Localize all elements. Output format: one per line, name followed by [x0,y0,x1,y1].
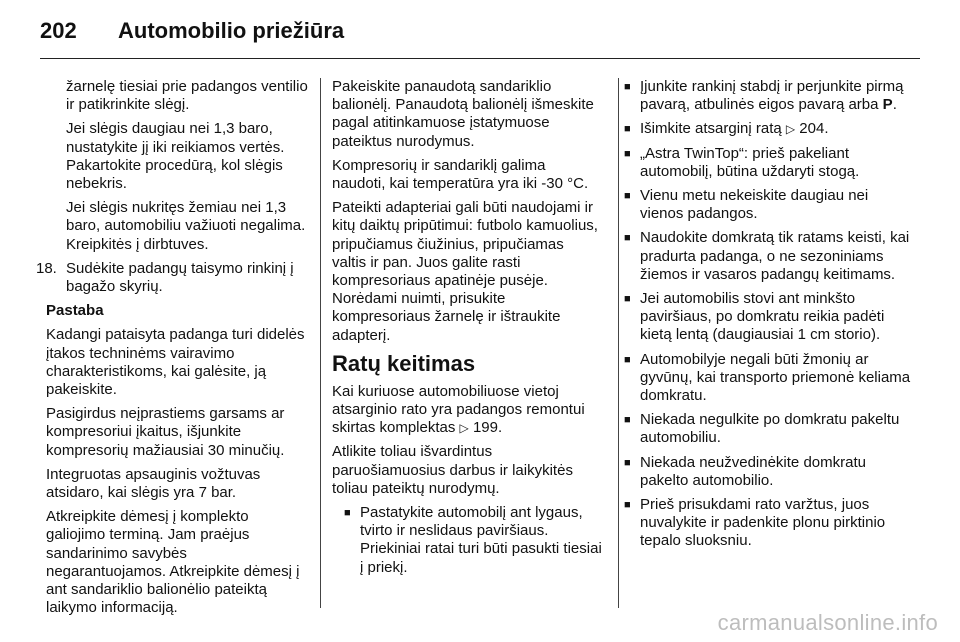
paragraph: Pateikti adapteriai gali būti naudojami ir kitų daiktų pripūtimui: futbolo kamuolius, pripučiamus čiužinius, pripučiamas valtis ir pan. Juos galite rasti kompresoriaus apatinėje pusėje. Norėdami nuimti, prisukite kompresoriaus žarnelę ir ištraukite adapterį. [332,199,598,344]
bullet-icon: ■ [624,353,631,366]
paragraph: Atkreipkite dėmesį į komplekto galiojimo terminą. Jam praėjus sandarinimo savybės negarantuojamos. Atkreipkite dėmesį į ant sandariklio balionėlio pateiktą laikymo informaciją. [46,508,300,617]
paragraph: Pasigirdus neįprastiems garsams ar kompresoriui įkaitus, išjunkite kompresorių mažiausiai 30 minučių. [46,405,285,459]
bullet-icon: ■ [624,81,631,93]
list-item [342,504,602,577]
list-item [622,496,912,551]
bullet-icon: ■ [624,147,631,160]
intro-text: Kai kuriuose automobiliuose vietoj atsarginio rato yra padangos remontui skirtas komplektas [332,382,585,437]
list-item-text: Prieš prisukdami rato varžtus, juos nuvalykite ir padenkite plonu pirktinio tepalo sluoksniu. [640,496,886,550]
paragraph [332,383,602,438]
list-item [622,229,912,284]
list-item-text: Vienu metu nekeiskite daugiau nei vienos padangos. [640,187,869,223]
list-item [622,120,912,138]
list-item [622,411,912,447]
paragraph: žarnelę tiesiai prie padangos ventilio ir patikrinkite slėgį. [66,78,308,114]
bullet-icon: ■ [624,456,631,469]
paragraph: Jei slėgis nukritęs žemiau nei 1,3 baro, automobiliu važiuoti negalima. Kreipkitės į dirbtuves. [66,199,306,253]
list-item [622,454,912,490]
paragraph: Integruotas apsauginis vožtuvas atsidaro, kai slėgis yra 7 bar. [46,465,261,502]
bullet-icon: ■ [624,190,631,203]
bullet-icon: ■ [624,293,631,306]
page-reference-link[interactable]: 204. [799,120,829,138]
header-rule [40,58,920,59]
paragraph: Jei slėgis daugiau nei 1,3 baro, nustatykite jį iki reikiamos vertės. Pakartokite procedūrą, kol slėgis nebekris. [66,120,285,193]
bullet-icon: ■ [624,123,631,136]
list-item [622,351,912,406]
note-title: Pastaba [46,302,104,320]
watermark: carmanualsonline.info [717,610,938,635]
bullet-icon: ■ [624,232,631,245]
paragraph: Kompresorių ir sandariklį galima naudoti, kai temperatūra yra iki -30 °C. [332,156,589,193]
list-item: ■ Įjunkite rankinį stabdį ir perjunkite pirmą pavarą, atbulinės eigos pavarą arba P. [624,78,904,114]
paragraph: Pakeiskite panaudotą sandariklio balionėlį. Panaudotą balionėlį išmeskite pagal atitinkamuose įstatymuose pateiktus nurodymus. [332,78,594,150]
list-item [622,187,912,223]
column-divider [320,78,321,608]
list-item-text: Pastatykite automobilį ant lygaus, tvirto ir neslidaus paviršiaus. Priekiniai ratai turi būti pasukti tiesiai į priekį. [360,504,602,576]
column-2 [332,78,602,583]
page-title: Automobilio priežiūra [118,18,345,43]
bullet-icon: ■ [624,499,631,512]
page-reference-link[interactable]: 199. [472,419,503,437]
note-text: Kadangi pataisyta padanga turi didelės įtakos techninėms vairavimo charakteristikoms, kai galėsite, ją pakeiskite. [46,326,305,399]
page-number: 202 [40,18,77,43]
numbered-step [36,259,308,296]
bullet-icon: ■ [624,414,631,427]
column-1 [36,78,308,623]
bullet-icon: ■ [344,507,351,520]
list-item-text: Niekada neužvedinėkite domkratu pakelto automobilio. [640,453,866,489]
section-heading: Ratų keitimas [332,350,476,376]
list-item-text: Naudokite domkratą tik ratams keisti, kai pradurta padanga, o ne sezoniniams žiemos ir vasaros padangų keitimams. [640,229,910,283]
list-item-text: Jei automobilis stovi ant minkšto paviršiaus, po domkratu reikia padėti kietą lentą (daugiausiai 1 cm storio). [640,290,885,344]
column-3 [622,78,912,557]
right-triangle-arrow-icon: ▷ [785,122,796,137]
list-item [622,290,912,345]
gear-letter: P [882,96,893,114]
page-header [0,0,960,62]
list-item-text: Įjunkite rankinį stabdį ir perjunkite pirmą pavarą, atbulinės eigos pavarą arba [640,78,904,114]
list-item-text: Automobilyje negali būti žmonių ar gyvūnų, kai transporto priemonė keliama domkratu. [640,350,911,405]
list-item-text: Niekada negulkite po domkratu pakeltu automobiliu. [640,411,900,447]
step-text: Sudėkite padangų taisymo rinkinį į bagažo skyrių. [66,259,294,296]
list-item-text: „Astra TwinTop“: prieš pakeliant automobilį, būtina uždaryti stogą. [640,144,860,180]
column-divider [618,78,619,608]
right-triangle-arrow-icon: ▷ [459,421,469,436]
list-item-text: Išimkite atsarginį ratą [640,120,782,138]
list-item [622,145,912,181]
step-number: 18. [36,259,57,277]
paragraph: Atlikite toliau išvardintus paruošiamuosius darbus ir laikykitės toliau pateiktų nurodymų. [332,443,573,497]
